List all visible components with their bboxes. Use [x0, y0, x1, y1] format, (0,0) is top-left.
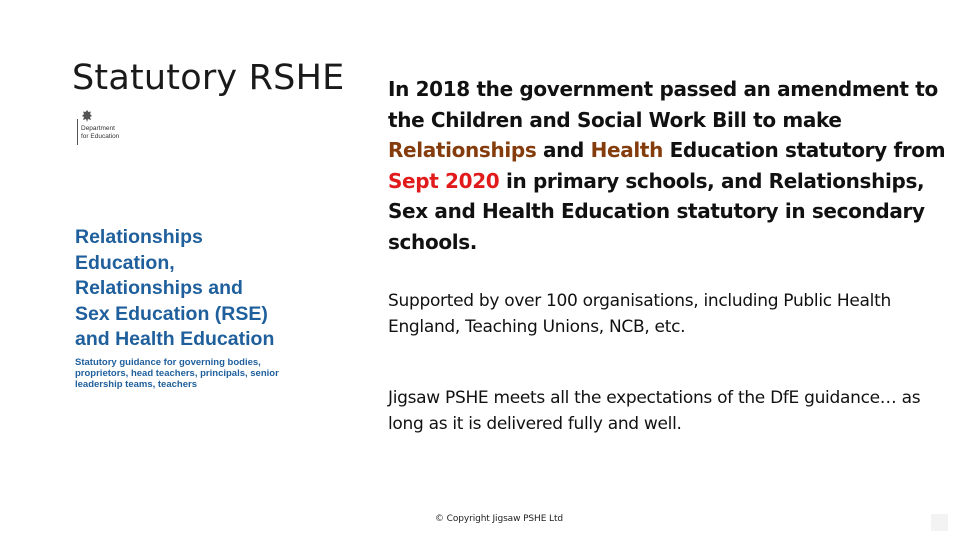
highlight-date: Sept 2020 [388, 168, 500, 193]
highlight-relationships: Relationships [388, 138, 537, 163]
guidance-title [75, 225, 345, 353]
corner-placeholder [931, 514, 948, 531]
support-paragraph: Supported by over 100 organisations, including Public Health England, Teaching Unions, NCB, etc. [388, 291, 891, 337]
slide-title: Statutory RSHE [72, 58, 345, 98]
logo-divider [77, 119, 78, 145]
guidance-document-cover [70, 105, 350, 405]
guidance-title-line: Relationships [75, 226, 203, 248]
guidance-subtitle: Statutory guidance for governing bodies, proprietors, head teachers, principals, senior leadership teams, teachers [75, 357, 279, 390]
guidance-title-line: Education, [75, 251, 175, 274]
jigsaw-paragraph: Jigsaw PSHE meets all the expectations of the DfE guidance… as long as it is delivered fully and well. [388, 388, 921, 434]
guidance-title-line: and Health Education [75, 328, 275, 350]
guidance-title-line: Relationships and [75, 277, 243, 299]
highlight-health: Health [590, 138, 663, 163]
statutory-paragraph: In 2018 the government passed an amendment to the Children and Social Work Bill to make Relationships and Health Education statutory from Sept 2020 in primary schools, and Relationships, Sex and Health Education statutory in secondary schools. [388, 77, 946, 254]
guidance-title-line: Sex Education (RSE) [75, 302, 268, 325]
copyright-footer: © Copyright Jigsaw PSHE Ltd [435, 514, 564, 524]
royal-crest-icon [80, 109, 94, 123]
department-logo [73, 109, 133, 149]
department-name: Department for Education [81, 125, 120, 140]
